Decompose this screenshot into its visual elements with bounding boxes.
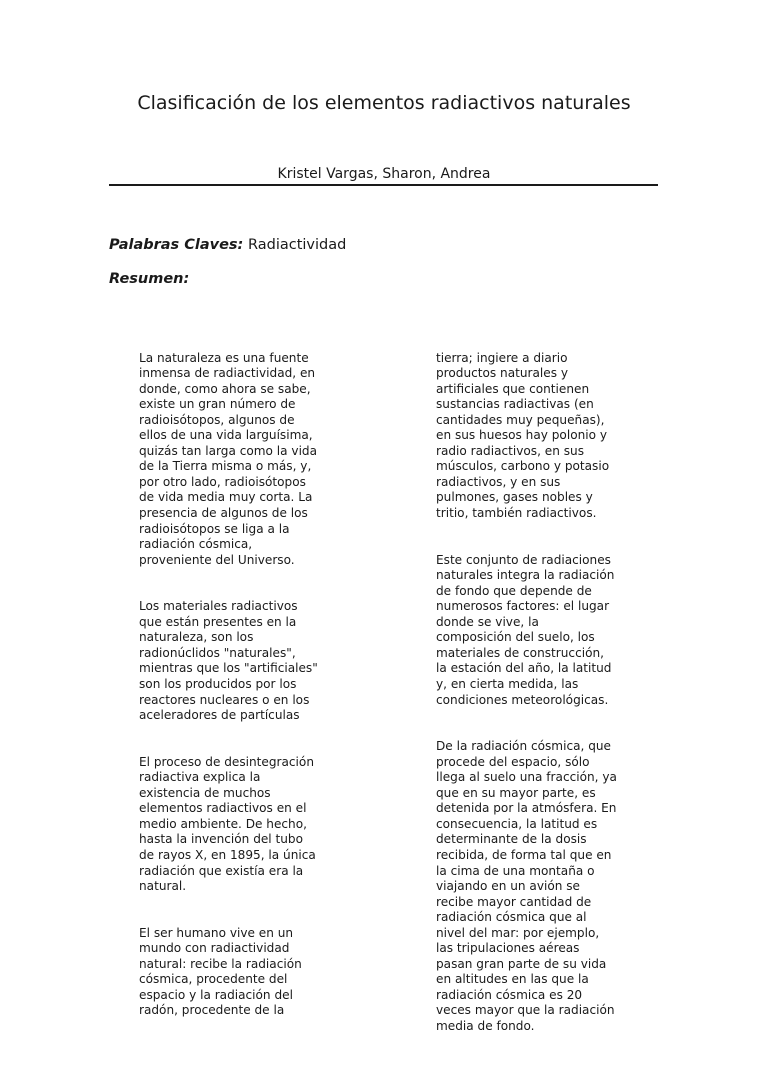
body-column-left (139, 335, 349, 1050)
document-title: Clasificación de los elementos radiactivos naturales (137, 92, 631, 114)
authors-line: Kristel Vargas, Sharon, Andrea (277, 166, 491, 182)
paragraph: Este conjunto de radiaciones naturales integra la radiación de fondo que depende de numerosos factores: el lugar donde se vive, la composición del suelo, los materiales de construcción, la estación del año, la latitud y, en cierta medida, las condiciones meteorológicas. (436, 552, 615, 707)
header-divider (109, 184, 658, 186)
paragraph: El proceso de desintegración radiactiva explica la existencia de muchos elementos radiactivos en el medio ambiente. De hecho, hasta la invención del tubo de rayos X, en 1895, la única radiación que existía era la natural. (139, 754, 316, 894)
paragraph: tierra; ingiere a diario productos naturales y artificiales que contienen sustancias radiactivas (en cantidades muy pequeñas), en sus huesos hay polonio y radio radiactivos, en sus músculos, carbono y potasio radiactivos, y en sus pulmones, gases nobles y tritio, también radiactivos. (436, 350, 610, 521)
summary-heading: Resumen: (109, 271, 190, 287)
keywords-value: Radiactividad (247, 237, 347, 253)
keywords (109, 235, 346, 255)
keywords-label: Palabras Claves: (109, 237, 244, 253)
paragraph: Los materiales radiactivos que están presentes en la naturaleza, son los radionúclidos "naturales", mientras que los "artificiales" son los producidos por los reactores nucleares o en los aceleradores de partículas (139, 599, 318, 723)
body-column-right (436, 335, 646, 1066)
paragraph: De la radiación cósmica, que procede del espacio, sólo llega al suelo una fracción, ya que en su mayor parte, es detenida por la atmósfera. En consecuencia, la latitud es determinante de la dosis recibida, de forma tal que en la cima de una montaña o viajando en un avión se recibe mayor cantidad de radiación cósmica que al nivel del mar: por ejemplo, las tripulaciones aéreas pasan gran parte de su vida en altitudes en las que la radiación cósmica es 20 veces mayor que la radiación media de fondo. (436, 739, 617, 1033)
paragraph: El ser humano vive en un mundo con radiactividad natural: recibe la radiación cósmica, procedente del espacio y la radiación del radón, procedente de la (139, 925, 302, 1018)
paragraph: La naturaleza es una fuente inmensa de radiactividad, en donde, como ahora se sabe, existe un gran número de radioisótopos, algunos de ellos de una vida larguísima, quizás tan larga como la vida de la Tierra misma o más, y, por otro lado, radioisótopos de vida media muy corta. La presencia de algunos de los radioisótopos se liga a la radiación cósmica, proveniente del Universo. (139, 350, 318, 567)
